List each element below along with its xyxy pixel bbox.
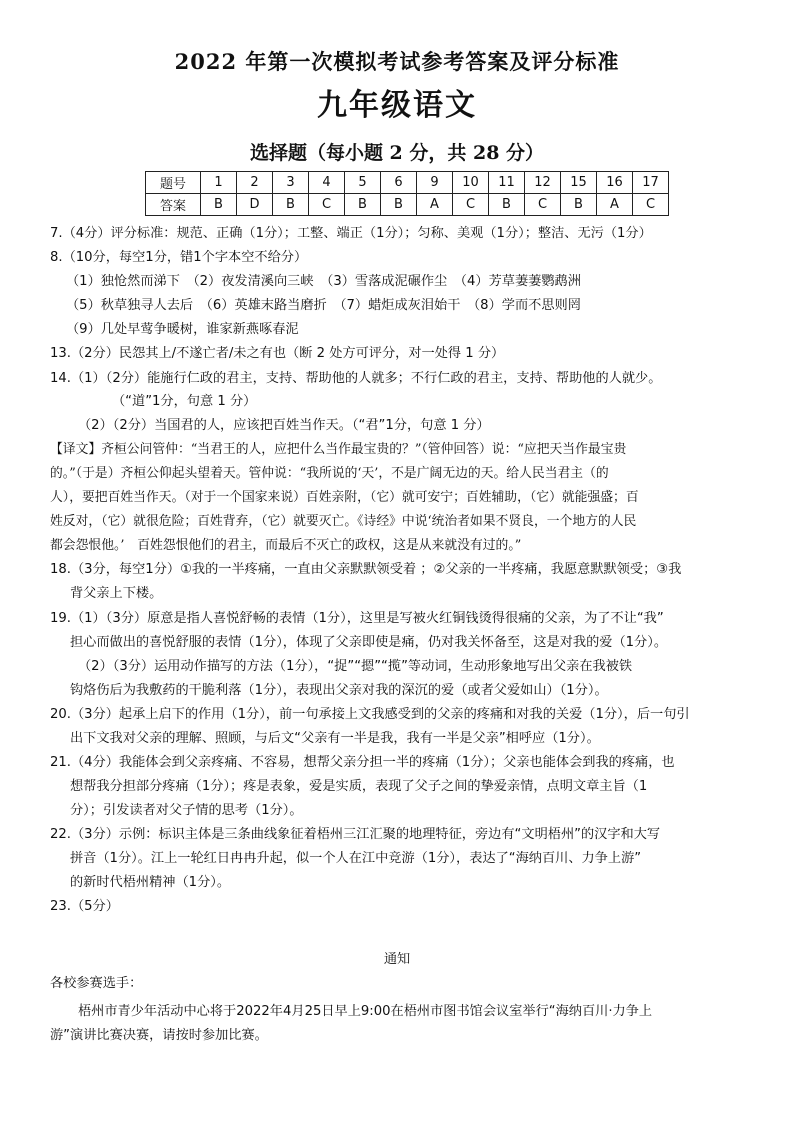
answer-line-8: 8.（10分，每空1分，错1个字本空不给分）: [50, 250, 308, 265]
answer-line-19-1: 19.（1）（3分）原意是指人喜悦舒畅的表情（1分），这里是写被火红铜钱烫得很痛的父亲，为了不让“我”: [50, 611, 664, 626]
table-cell: C: [525, 194, 561, 216]
table-cell: D: [237, 194, 273, 216]
table-cell: 16: [597, 172, 633, 194]
translation-line: 都会怨恨他。’ 百姓怨恨他们的君主，而最后不灭亡的政权，这是从来就没有过的。”: [50, 538, 522, 553]
table-cell: B: [561, 194, 597, 216]
answer-line-14-1: 14.（1）（2分）能施行仁政的君主，支持、帮助他的人就多；不行仁政的君主，支持、帮助他的人就少。: [50, 371, 662, 386]
table-cell: 12: [525, 172, 561, 194]
answer-line-18-cont: 背父亲上下楼。: [70, 586, 163, 601]
answer-line-8-items-2: （5）秋草独寻人去后 （6）英雄末路当磨折 （7）蜡炬成灰泪始干 （8）学而不思则罔: [66, 298, 581, 313]
answer-line-20-cont: 出下文我对父亲的理解、照顾，与后文“父亲有一半是我，我有一半是父亲”相呼应（1分）。: [70, 731, 600, 746]
table-header-number: 题号: [146, 172, 201, 194]
answer-line-18: 18.（3分，每空1分）①我的一半疼痛，一直由父亲默默领受着 ；②父亲的一半疼痛，我愿意默默领受；③我: [50, 562, 682, 577]
answer-line-21-cont: 想帮我分担部分疼痛（1分）；疼是表象，爱是实质，表现了父子之间的挚爱亲情，点明文章主旨（1: [70, 779, 648, 794]
table-cell: 15: [561, 172, 597, 194]
table-cell: 3: [273, 172, 309, 194]
table-cell: B: [489, 194, 525, 216]
table-cell: 2: [237, 172, 273, 194]
table-cell: C: [453, 194, 489, 216]
notice-body-line: 梧州市青少年活动中心将于2022年4月25日早上9:00在梧州市图书馆会议室举行“海纳百川·力争上: [78, 1004, 653, 1019]
answer-line-20: 20.（3分）起承上启下的作用（1分），前一句承接上文我感受到的父亲的疼痛和对我的关爱（1分），后一句引: [50, 707, 690, 722]
table-cell: 1: [201, 172, 237, 194]
table-cell: 6: [381, 172, 417, 194]
table-cell: 10: [453, 172, 489, 194]
table-cell: A: [597, 194, 633, 216]
answer-line-23: 23.（5分）: [50, 899, 119, 914]
table-cell: B: [273, 194, 309, 216]
answer-line-8-items-1: （1）独怆然而涕下 （2）夜发清溪向三峡 （3）雪落成泥碾作尘 （4）芳草萋萋鹦鹉洲: [66, 274, 581, 289]
answer-line-8-items-3: （9）几处早莺争暖树，谁家新燕啄春泥: [66, 322, 299, 337]
table-header-answer: 答案: [146, 194, 201, 216]
notice-title: 通知: [383, 952, 411, 967]
notice-salutation: 各校参赛选手：: [50, 976, 143, 991]
translation-line: 姓反对，（它）就很危险；百姓背弃，（它）就要灭亡。《诗经》中说‘统治者如果不贤良，一个地方的人民: [50, 514, 637, 529]
table-cell: C: [309, 194, 345, 216]
answer-table-number-row: [146, 172, 669, 194]
translation-line: 人），要把百姓当作天。（对于一个国家来说）百姓亲附，（它）就可安宁；百姓辅助，（它）就能强盛；百: [50, 490, 639, 505]
document-title: 2022 年第一次模拟考试参考答案及评分标准: [174, 49, 620, 74]
table-cell: 4: [309, 172, 345, 194]
table-cell: C: [633, 194, 669, 216]
answer-line-21-cont2: 分）；引发读者对父子情的思考（1分）。: [70, 803, 303, 818]
answer-line-21: 21.（4分）我能体会到父亲疼痛、不容易，想帮父亲分担一半的疼痛（1分）；父亲也能体会到我的疼痛，也: [50, 755, 675, 770]
answer-line-19-2-cont: 钩烙伤后为我敷药的干脆利落（1分），表现出父亲对我的深沉的爱（或者父爱如山）（1分）。: [70, 683, 608, 698]
table-cell: B: [201, 194, 237, 216]
answer-table-answer-row: [146, 194, 669, 216]
answer-line-14-1-score: （“道”1分，句意 1 分）: [112, 394, 257, 409]
answer-line-22-cont2: 的新时代梧州精神（1分）。: [70, 875, 231, 890]
notice-body-line: 游”演讲比赛决赛，请按时参加比赛。: [50, 1028, 268, 1043]
answer-line-22-cont: 拼音（1分）。江上一轮红日冉冉升起，似一个人在江中竞游（1分），表达了“海纳百川、力争上游”: [70, 851, 642, 866]
translation-line: 的。”（于是）齐桓公仰起头望着天。管仲说：“我所说的‘天’，不是广阔无边的天。给人民当君主（的: [50, 466, 609, 481]
table-cell: 5: [345, 172, 381, 194]
answer-line-14-2: （2）（2分）当国君的人，应该把百姓当作天。（“君”1分，句意 1 分）: [78, 418, 490, 433]
answer-table: [145, 171, 669, 216]
answer-line-19-1-cont: 担心而做出的喜悦舒服的表情（1分），体现了父亲即使是痛，仍对我关怀备至，这是对我的爱（1分）。: [70, 635, 668, 650]
table-cell: 9: [417, 172, 453, 194]
table-cell: B: [381, 194, 417, 216]
table-cell: 17: [633, 172, 669, 194]
subject-title: 九年级语文: [317, 88, 477, 123]
answer-line-22: 22.（3分）示例：标识主体是三条曲线象征着梧州三江汇聚的地理特征，旁边有“文明梧州”的汉字和大写: [50, 827, 661, 842]
translation-line: 【译文】齐桓公问管仲：“当君王的人，应把什么当作最宝贵的？”（管仲回答）说：“应把天当作最宝贵: [50, 442, 627, 457]
table-cell: B: [345, 194, 381, 216]
answer-line-19-2: （2）（3分）运用动作描写的方法（1分），“捉”“摁”“揽”等动词，生动形象地写出父亲在我被铁: [78, 659, 633, 674]
answer-line-13: 13.（2分）民怨其上/不遂亡者/未之有也（断 2 处方可评分，对一处得 1 分）: [50, 346, 505, 361]
table-cell: 11: [489, 172, 525, 194]
section-title: 选择题（每小题 2 分，共 28 分）: [249, 142, 545, 164]
table-cell: A: [417, 194, 453, 216]
answer-line-7: 7.（4分）评分标准：规范、正确（1分）；工整、端正（1分）；匀称、美观（1分）；整洁、无污（1分）: [50, 226, 652, 241]
